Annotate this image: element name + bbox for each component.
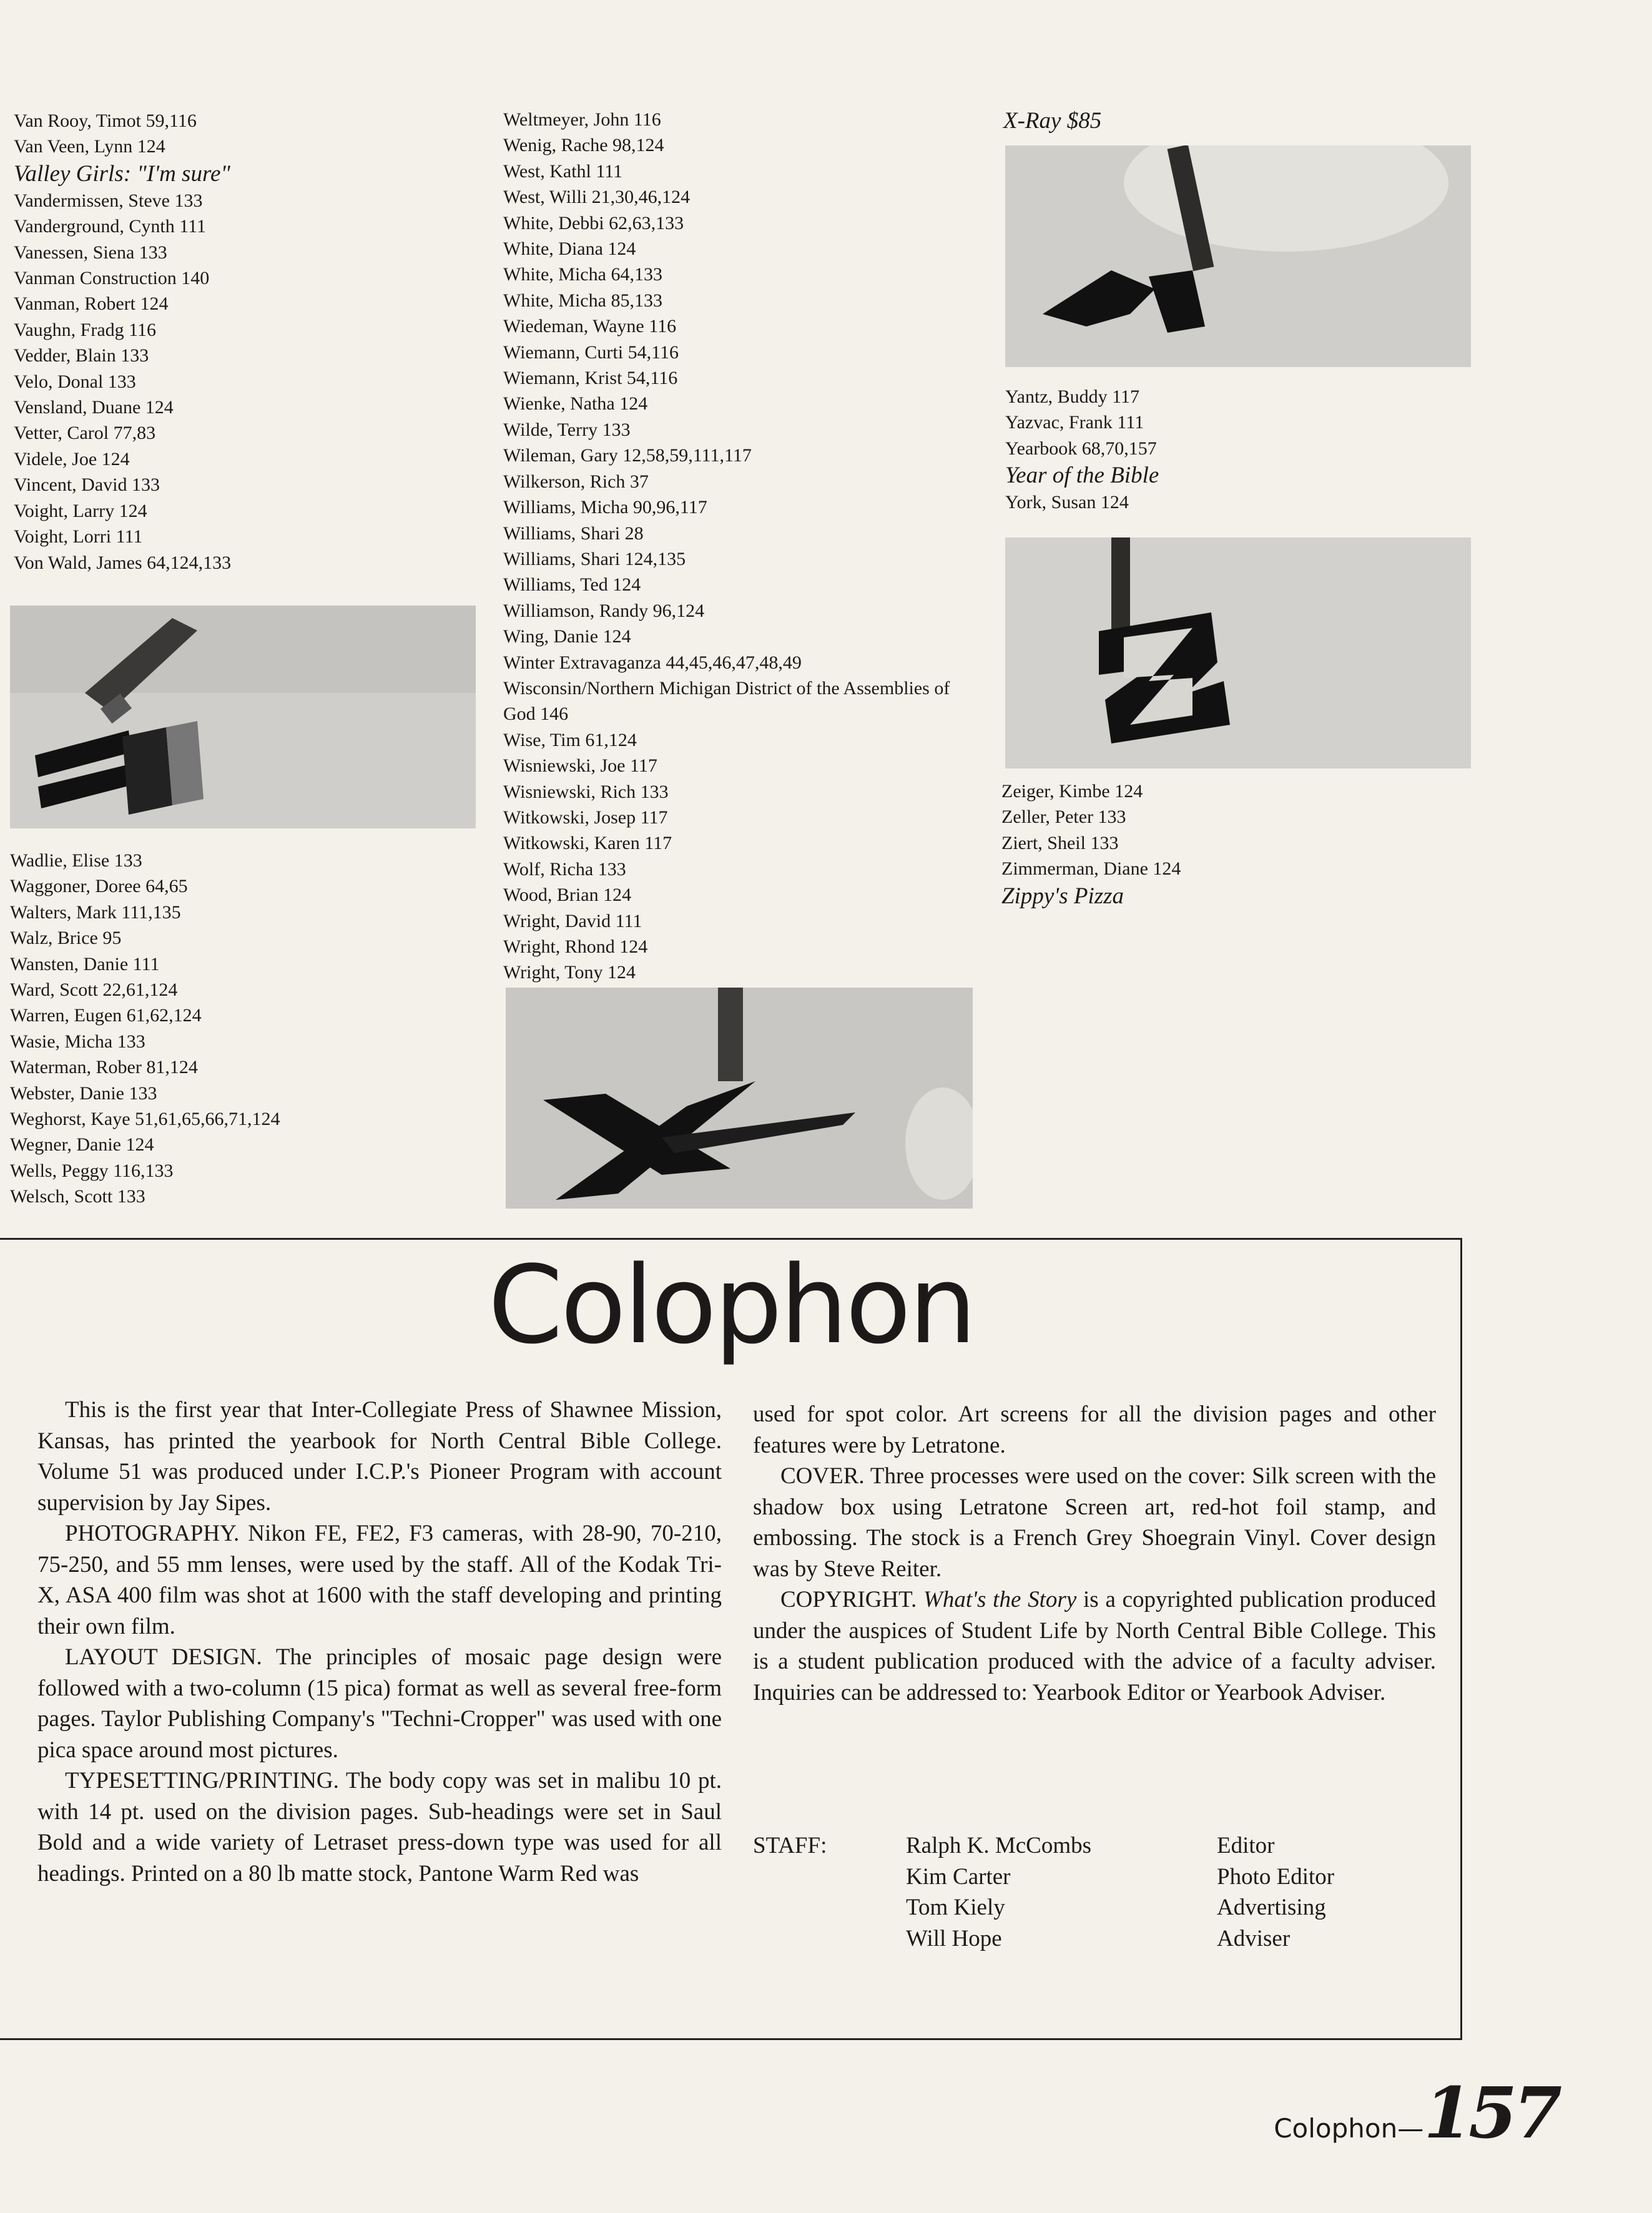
index-entry: Wenig, Rache 98,124 [503, 135, 664, 156]
index-entry: Vedder, Blain 133 [14, 345, 149, 366]
staff-roles [1217, 1830, 1334, 1954]
index-entry: White, Micha 64,133 [503, 264, 662, 285]
index-entry: Van Veen, Lynn 124 [14, 136, 165, 157]
index-entry: Vanderground, Cynth 111 [14, 216, 207, 237]
index-entry: Williams, Shari 28 [503, 523, 644, 544]
index-entry: Wright, Tony 124 [503, 962, 636, 983]
index-entry: Vensland, Duane 124 [14, 397, 174, 418]
colophon-copyright-paragraph [753, 1584, 1436, 1708]
index-entry: Winter Extravaganza 44,45,46,47,48,49 [503, 652, 802, 673]
staff-name: Will Hope [906, 1925, 1002, 1951]
index-entry: Wright, David 111 [503, 910, 642, 931]
index-entry: Witkowski, Karen 117 [503, 833, 672, 854]
index-entry: West, Willi 21,30,46,124 [503, 187, 691, 208]
staff-name: Ralph K. McCombs [906, 1833, 1092, 1858]
index-entry: Vanessen, Siena 133 [14, 242, 167, 263]
index-column-1-top [14, 108, 476, 576]
index-entry: White, Diana 124 [503, 238, 636, 260]
staff-label: STAFF: [753, 1833, 827, 1858]
index-entry: Wasie, Micha 133 [10, 1031, 145, 1052]
colophon-paragraph: PHOTOGRAPHY. Nikon FE, FE2, F3 cameras, with 28-90, 70-210, 75-250, and 55 mm lenses, were used by the staff. All of the Kodak Tri-X, ASA 400 film was shot at 1600 with the staff developing and printing their own film. [37, 1521, 722, 1639]
index-entry-xray: X-Ray $85 [1003, 108, 1102, 134]
index-entry: Vanman, Robert 124 [14, 293, 169, 315]
index-entry: Vandermissen, Steve 133 [14, 190, 203, 211]
staff-role: Adviser [1217, 1925, 1291, 1951]
index-entry: Zimmerman, Diane 124 [1001, 858, 1181, 880]
index-entry: Wolf, Richa 133 [503, 858, 626, 880]
index-entry: Videle, Joe 124 [14, 448, 130, 469]
index-entry: Von Wald, James 64,124,133 [14, 552, 232, 573]
index-entry: Zeller, Peter 133 [1001, 807, 1126, 828]
page-footer [1274, 2073, 1558, 2154]
index-column-1-bottom [10, 848, 472, 1210]
staff-names [906, 1830, 1091, 1954]
index-entry: Wiemann, Krist 54,116 [503, 368, 678, 389]
colophon-paragraph: used for spot color. Art screens for all the division pages and other features were by Letratone. [753, 1401, 1436, 1458]
index-entry: Weghorst, Kaye 51,61,65,66,71,124 [10, 1109, 280, 1130]
index-entry: Williamson, Randy 96,124 [503, 600, 705, 621]
index-entry: Wisniewski, Rich 133 [503, 781, 669, 802]
index-entry: Vincent, David 133 [14, 474, 160, 496]
index-entry: Wells, Peggy 116,133 [10, 1160, 174, 1181]
index-entry: Wienke, Natha 124 [503, 393, 648, 415]
pen-drawing-x-icon [506, 988, 973, 1209]
pen-drawing-w-icon [10, 606, 476, 828]
index-entry: Walz, Brice 95 [10, 928, 122, 949]
index-entry: Voight, Larry 124 [14, 500, 147, 521]
index-entry: Wegner, Danie 124 [10, 1134, 154, 1156]
index-entry: Wisconsin/Northern Michigan District of the Assemblies of God 146 [503, 677, 950, 725]
index-entry: Wileman, Gary 12,58,59,111,117 [503, 445, 752, 466]
index-entry: Ward, Scott 22,61,124 [10, 979, 178, 1001]
index-entry: Wilde, Terry 133 [503, 419, 631, 440]
pen-drawing-y-icon [1005, 145, 1471, 367]
index-entry: Yantz, Buddy 117 [1005, 386, 1140, 407]
index-entry: Walters, Mark 111,135 [10, 901, 181, 923]
index-entry: Waterman, Rober 81,124 [10, 1057, 198, 1078]
index-entry: Year of the Bible [1005, 463, 1159, 489]
index-entry: Vanman Construction 140 [14, 268, 210, 289]
index-entry: Wing, Danie 124 [503, 626, 631, 647]
copyright-lead: COPYRIGHT. [780, 1587, 917, 1612]
index-entry: Valley Girls: "I'm sure" [14, 160, 230, 187]
index-column-2 [503, 107, 971, 986]
staff-name: Tom Kiely [906, 1895, 1005, 1920]
index-entry: Van Rooy, Timot 59,116 [14, 110, 197, 131]
colophon-left-column [37, 1395, 722, 1889]
colophon-paragraph: LAYOUT DESIGN. The principles of mosaic page design were followed with a two-column (15 pica) format as well as several free-form pages. Taylor Publishing Company's "Techni-Cropper" was used with one pica space around most pictures. [37, 1644, 722, 1763]
index-entry: Wilkerson, Rich 37 [503, 471, 649, 492]
index-entry: Wadlie, Elise 133 [10, 850, 142, 871]
index-entry: Weltmeyer, John 116 [503, 109, 661, 130]
index-entry: Vetter, Carol 77,83 [14, 423, 156, 444]
colophon-paragraph: TYPESETTING/PRINTING. The body copy was set in malibu 10 pt. with 14 pt. used on the division pages. Sub-headings were set in Saul Bold and a wide variety of Letraset press-down type was used for all headings. Printed on a 80 lb matte stock, Pantone Warm Red was [37, 1768, 722, 1887]
index-entry: Wise, Tim 61,124 [503, 729, 637, 750]
copyright-rest: is a copyrighted publication produced under the auspices of Student Life by North Central Bible College. This is a student publication produced with the advice of a faculty adviser. Inquiries can be addressed to: Yearbook Editor or Yearbook Adviser. [753, 1587, 1437, 1705]
index-entry: Williams, Ted 124 [503, 574, 641, 596]
index-entry: West, Kathl 111 [503, 160, 623, 182]
staff-role: Editor [1217, 1833, 1275, 1858]
index-entry: Zeiger, Kimbe 124 [1001, 781, 1143, 802]
index-entry: Vaughn, Fradg 116 [14, 319, 157, 340]
photo-letter-y [1005, 145, 1471, 367]
footer-section-label: Colophon— [1274, 2113, 1424, 2144]
staff-name: Kim Carter [906, 1863, 1011, 1890]
index-entry: Wisniewski, Joe 117 [503, 755, 657, 777]
index-entry: Williams, Shari 124,135 [503, 548, 686, 569]
staff-role: Advertising [1217, 1895, 1326, 1920]
photo-letter-x [506, 988, 973, 1209]
index-entry: Wiedeman, Wayne 116 [503, 316, 677, 337]
colophon-right-column [753, 1399, 1436, 1708]
pen-drawing-z-icon [1005, 537, 1471, 768]
index-entry: Yazvac, Frank 111 [1005, 412, 1144, 433]
index-entry: Voight, Lorri 111 [14, 526, 143, 547]
index-entry: White, Micha 85,133 [503, 290, 662, 311]
staff-role: Photo Editor [1217, 1863, 1335, 1890]
colophon-title: Colophon [488, 1242, 975, 1368]
page-number: 157 [1423, 2073, 1558, 2154]
index-entry: Velo, Donal 133 [14, 371, 136, 392]
colophon-paragraph: This is the first year that Inter-Collegiate Press of Shawnee Mission, Kansas, has printed the yearbook for North Central Bible College. Volume 51 was produced under I.C.P.'s Pioneer Program with account supervision by Jay Sipes. [37, 1397, 722, 1516]
photo-letter-z [1005, 537, 1471, 768]
index-entry: Yearbook 68,70,157 [1005, 438, 1157, 459]
index-entry: Webster, Danie 133 [10, 1082, 157, 1104]
index-entry: Wiemann, Curti 54,116 [503, 341, 679, 363]
index-entry: White, Debbi 62,63,133 [503, 212, 684, 233]
index-entry: Williams, Micha 90,96,117 [503, 497, 707, 518]
index-entry: Waggoner, Doree 64,65 [10, 876, 188, 897]
index-column-3-bottom [1001, 778, 1463, 910]
index-entry: York, Susan 124 [1005, 492, 1129, 513]
index-entry: Wright, Rhond 124 [503, 936, 648, 957]
index-entry: Wood, Brian 124 [503, 885, 632, 906]
index-entry: Ziert, Sheil 133 [1001, 832, 1119, 853]
index-entry: Welsch, Scott 133 [10, 1186, 145, 1207]
colophon-cover-paragraph: COVER. Three processes were used on the cover: Silk screen with the shadow box using Letratone Screen art, red-hot foil stamp, and embossing. The stock is a French Grey Shoegrain Vinyl. Cover design was by Steve Reiter. [753, 1463, 1436, 1582]
index-entry: Warren, Eugen 61,62,124 [10, 1005, 202, 1026]
photo-letter-w [10, 606, 476, 828]
copyright-title: What's the Story [923, 1587, 1077, 1612]
index-column-3-middle [1005, 384, 1467, 516]
index-entry: Witkowski, Josep 117 [503, 807, 668, 828]
index-entry: Zippy's Pizza [1001, 883, 1124, 909]
index-entry: Wansten, Danie 111 [10, 953, 160, 974]
